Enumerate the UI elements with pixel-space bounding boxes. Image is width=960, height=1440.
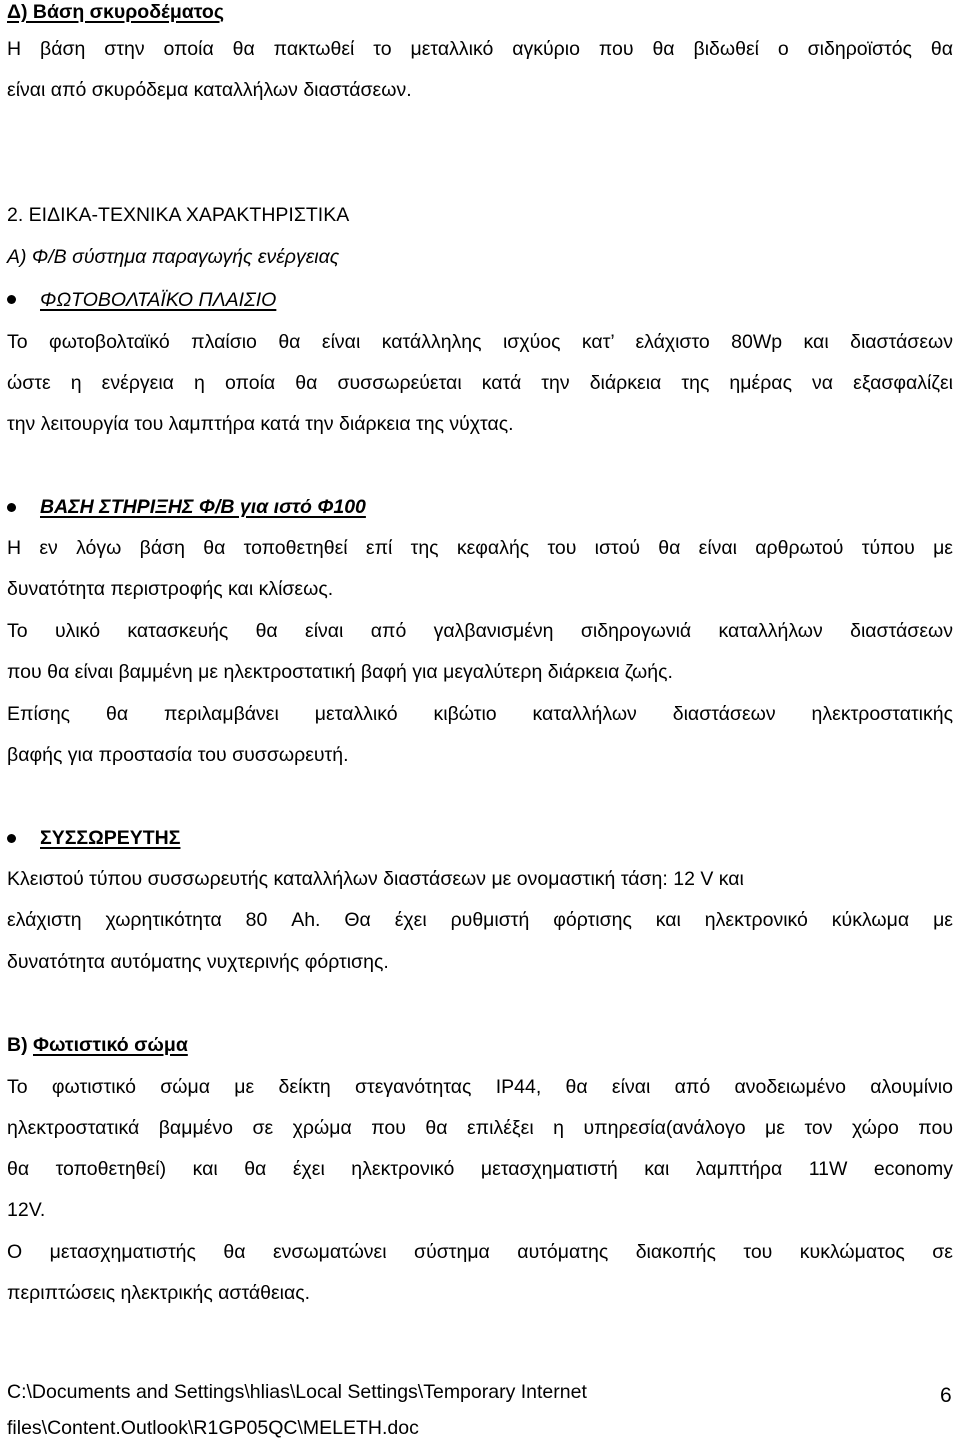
section-b-line-5: Ο μετασχηματιστής θα ενσωματώνει σύστημα αυτόματης διακοπής του κυκλώματος σε <box>7 1241 953 1263</box>
pv-panel-line-3: την λειτουργία του λαμπτήρα κατά την διάρκεια της νύχτας. <box>7 413 514 435</box>
mount-line-5: Επίσης θα περιλαμβάνει μεταλλικό κιβώτιο καταλλήλων διαστάσεων ηλεκτροστατικής <box>7 703 953 725</box>
mount-line-1: Η εν λόγω βάση θα τοποθετηθεί επί της κεφαλής του ιστού θα είναι αρθρωτού τύπου με <box>7 537 953 559</box>
mount-title <box>40 495 366 519</box>
section-b-line-2: ηλεκτροστατικά βαμμένο σε χρώμα που θα επιλέξει η υπηρεσία(ανάλογο με τον χώρο που <box>7 1117 953 1139</box>
section-d-line-2: είναι από σκυρόδεμα καταλλήλων διαστάσεων. <box>7 79 412 101</box>
battery-title <box>40 826 180 850</box>
pv-panel-line-1: Το φωτοβολταϊκό πλαίσιο θα είναι κατάλληλης ισχύος κατ’ ελάχιστο 80Wp και διαστάσεων <box>7 331 953 353</box>
section-d-line-1: Η βάση στην οποία θα πακτωθεί το μεταλλικό αγκύριο που θα βιδωθεί ο σιδηροϊστός θα <box>7 38 953 60</box>
section-b-heading <box>7 1033 188 1057</box>
battery-line-2: ελάχιστη χωρητικότητα 80 Ah. Θα έχει ρυθμιστή φόρτισης και ηλεκτρονικό κύκλωμα με <box>7 909 953 931</box>
page-number: 6 <box>940 1384 952 1407</box>
bullet-icon <box>7 834 16 843</box>
section-2-subheading-a: Α) Φ/Β σύστημα παραγωγής ενέργειας <box>7 246 340 268</box>
footer-path-line-2: files\Content.Outlook\R1GP05QC\MELETH.doc <box>7 1417 419 1439</box>
battery-line-1: Κλειστού τύπου συσσωρευτής καταλλήλων διαστάσεων με ονομαστική τάση: 12 V και <box>7 868 744 890</box>
section-2-heading: 2. ΕΙΔΙΚΑ-ΤΕΧΝΙΚΑ ΧΑΡΑΚΤΗΡΙΣΤΙΚΑ <box>7 204 350 226</box>
mount-line-6: βαφής για προστασία του συσσωρευτή. <box>7 744 349 766</box>
mount-line-4: που θα είναι βαμμένη με ηλεκτροστατική βαφή για μεγαλύτερη διάρκεια ζωής. <box>7 661 673 683</box>
section-d-heading-text: Δ) Βάση σκυροδέματος <box>7 1 224 23</box>
bullet-icon <box>7 295 16 304</box>
section-b-line-6: περιπτώσεις ηλεκτρικής αστάθειας. <box>7 1282 311 1304</box>
pv-panel-title <box>40 288 276 312</box>
mount-line-3: Το υλικό κατασκευής θα είναι από γαλβανισμένη σιδηρογωνιά καταλλήλων διαστάσεων <box>7 620 953 642</box>
bullet-icon <box>7 503 16 512</box>
footer-path-line-1: C:\Documents and Settings\hlias\Local Settings\Temporary Internet <box>7 1381 587 1403</box>
section-b-title: Φωτιστικό σώμα <box>33 1034 188 1056</box>
battery-title-text: ΣΥΣΣΩΡΕΥΤΗΣ <box>40 827 181 849</box>
mount-title-text: ΒΑΣΗ ΣΤΗΡΙΞΗΣ Φ/Β για ιστό Φ100 <box>40 496 366 518</box>
pv-panel-line-2: ώστε η ενέργεια η οποία θα συσσωρεύεται κατά την διάρκεια της ημέρας να εξασφαλίζει <box>7 372 953 394</box>
section-d-heading <box>7 0 224 24</box>
section-b-label: Β) <box>7 1034 28 1056</box>
pv-panel-title-text: ΦΩΤΟΒΟΛΤΑΪΚΟ ΠΛΑΙΣΙΟ <box>40 289 277 311</box>
section-b-line-4: 12V. <box>7 1199 46 1221</box>
battery-line-3: δυνατότητα αυτόματης νυχτερινής φόρτισης. <box>7 951 389 973</box>
mount-line-2: δυνατότητα περιστροφής και κλίσεως. <box>7 578 334 600</box>
section-b-line-3: θα τοποθετηθεί) και θα έχει ηλεκτρονικό μετασχηματιστή και λαμπτήρα 11W economy <box>7 1158 953 1180</box>
section-b-line-1: Το φωτιστικό σώμα με δείκτη στεγανότητας IP44, θα είναι από ανοδειωμένο αλουμίνιο <box>7 1076 953 1098</box>
